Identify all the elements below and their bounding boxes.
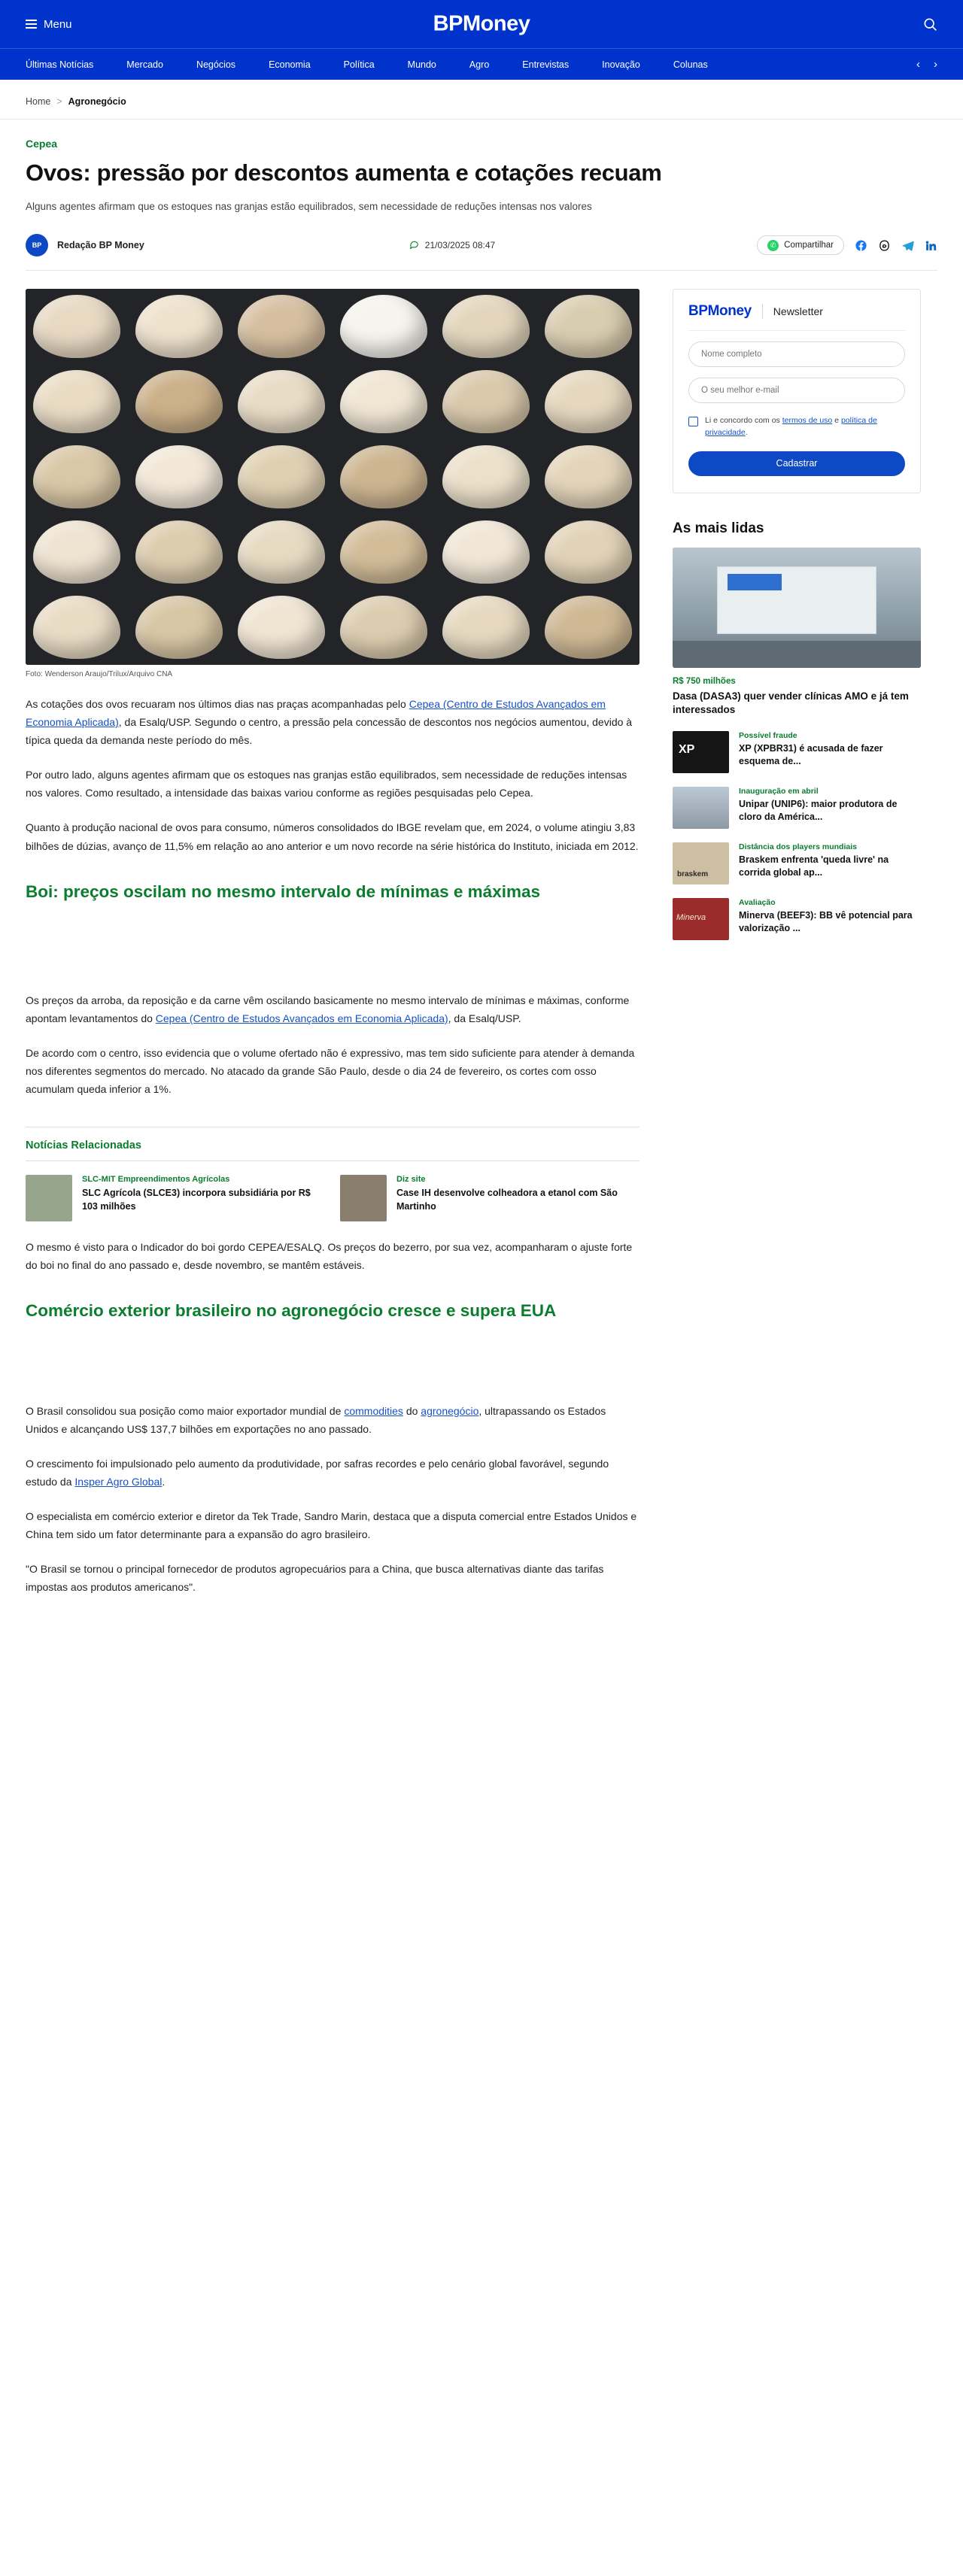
- nav-item-ultimas-noticias[interactable]: Últimas Notícias: [26, 59, 94, 70]
- ad-slot-1: [26, 903, 639, 975]
- cepea-link-1[interactable]: Cepea (Centro de Estudos Avançados em Economia Aplicada): [26, 698, 606, 729]
- p7-text-mid: do: [403, 1404, 421, 1417]
- avatar: BP: [26, 234, 48, 256]
- most-read-lead-item[interactable]: [673, 548, 921, 718]
- nav-item-economia[interactable]: Economia: [269, 59, 311, 70]
- linkedin-icon[interactable]: [925, 239, 937, 252]
- most-read-kicker: Distância dos players mundiais: [739, 842, 857, 851]
- article-date: 21/03/2025 08:47: [424, 240, 496, 251]
- list-item[interactable]: [673, 731, 921, 773]
- paragraph-1: [26, 695, 639, 749]
- list-item[interactable]: [673, 898, 921, 940]
- p7-text-b: , ultrapassando os Estados Unidos e alcançando US$ 137,7 bilhões em exportações no ano passado.: [26, 1404, 606, 1435]
- article-hero-image: [26, 289, 639, 665]
- main-nav: [0, 48, 963, 80]
- p1-text-b: , da Esalq/USP. Segundo o centro, a pressão pela concessão de descontos nos negócios aumentou, devido à típica queda da demanda neste período do mês.: [26, 716, 633, 747]
- dasa-building-photo: [673, 548, 921, 668]
- page-title: Ovos: pressão por descontos aumenta e cotações recuam: [26, 159, 662, 186]
- newsletter-submit-button[interactable]: Cadastrar: [688, 451, 905, 476]
- content-grid: [26, 289, 937, 1596]
- divider: [762, 304, 763, 319]
- terms-end: .: [745, 427, 748, 437]
- logo-money: Money: [462, 11, 530, 36]
- newsletter-terms: [688, 415, 905, 439]
- nav-item-inovacao[interactable]: Inovação: [602, 59, 640, 70]
- nav-items: [26, 59, 725, 70]
- share-zone: [757, 235, 937, 255]
- p4-text-b: , da Esalq/USP.: [448, 1012, 521, 1024]
- main-column: [26, 289, 639, 1596]
- site-logo[interactable]: [433, 12, 530, 37]
- nav-arrows: [916, 58, 937, 71]
- paragraph-6: O mesmo é visto para o Indicador do boi gordo CEPEA/ESALQ. Os preços do bezerro, por sua vez, acompanharam o ajuste forte do boi no final do ano passado e, desde novembro, se mantêm estáveis.: [26, 1241, 633, 1272]
- sidebar: [673, 289, 921, 940]
- paragraph-5: De acordo com o centro, isso evidencia que o volume ofertado não é expressivo, mas tem sido suficiente para atender à demanda nos diferentes segmentos do mercado. No atacado da grande São Paulo, desde o dia 24 de fevereiro, os cortes com osso acumulam queda inferior a 1%.: [26, 1047, 635, 1096]
- terms-prefix: Li e concordo com os: [705, 416, 782, 426]
- cepea-link-2[interactable]: Cepea (Centro de Estudos Avançados em Economia Aplicada): [155, 1012, 448, 1024]
- breadcrumb-current: Agronegócio: [68, 96, 126, 107]
- most-read-kicker: Inauguração em abril: [739, 786, 819, 796]
- insper-agro-link[interactable]: Insper Agro Global: [74, 1475, 163, 1488]
- most-read-thumbnail: braskem: [673, 842, 729, 884]
- list-item[interactable]: [340, 1175, 626, 1221]
- p4-text-a: Os preços da arroba, da reposição e da carne vêm oscilando basicamente no mesmo intervalo de mínimas e máximas, conforme apontam levantamentos do: [26, 994, 630, 1024]
- menu-label: Menu: [44, 17, 72, 31]
- nav-item-entrevistas[interactable]: Entrevistas: [522, 59, 570, 70]
- hamburger-icon: [26, 20, 37, 29]
- most-read-headline[interactable]: Unipar (UNIP6): maior produtora de cloro da América...: [739, 798, 898, 822]
- most-read-thumbnail: [673, 787, 729, 829]
- subheading-boi: Boi: preços oscilam no mesmo intervalo de mínimas e máximas: [26, 881, 540, 901]
- newsletter-logo: [688, 303, 752, 320]
- newsletter-logo-money: Money: [707, 303, 752, 320]
- search-icon[interactable]: [922, 17, 937, 32]
- nav-item-politica[interactable]: Política: [343, 59, 375, 70]
- newsletter-logo-bp: BP: [688, 303, 708, 320]
- related-thumbnail: [340, 1175, 387, 1221]
- most-read-headline[interactable]: Minerva (BEEF3): BB vê potencial para valorização ...: [739, 909, 913, 933]
- nav-item-negocios[interactable]: Negócios: [196, 59, 236, 70]
- breadcrumb-separator: >: [56, 96, 62, 107]
- facebook-icon[interactable]: [855, 239, 867, 252]
- most-read-headline[interactable]: XP (XPBR31) é acusada de fazer esquema de...: [739, 742, 883, 766]
- paragraph-7: [26, 1402, 639, 1438]
- paragraph-2: Por outro lado, alguns agentes afirmam que os estoques nas granjas estão equilibrados, sem necessidade de reduções intensas nos valores. Como resultado, a intensidade das baixas variou conforme as regiões pesquisadas pelo Cepea.: [26, 769, 627, 800]
- most-read-kicker: Possível fraude: [739, 730, 797, 740]
- newsletter-name-input[interactable]: [688, 341, 905, 367]
- most-read-headline[interactable]: Braskem enfrenta 'queda livre' na corrida global ap...: [739, 854, 889, 878]
- threads-icon[interactable]: [878, 239, 891, 252]
- image-credit: Foto: Wenderson Araujo/Trilux/Arquivo CNA: [26, 670, 173, 679]
- related-thumbnail: [26, 1175, 72, 1221]
- terms-of-use-link[interactable]: termos de uso: [782, 416, 833, 426]
- p8-text-b: .: [162, 1475, 166, 1488]
- newsletter-header: [688, 303, 905, 331]
- p8-text-a: O crescimento foi impulsionado pelo aumento da produtividade, por safras recordes e pelo cenário global favorável, segundo estudo da: [26, 1457, 609, 1488]
- list-item[interactable]: [673, 787, 921, 829]
- most-read-lead-kicker: R$ 750 milhões: [673, 676, 736, 686]
- paragraph-3: Quanto à produção nacional de ovos para consumo, números consolidados do IBGE revelam que, em 2024, o volume atingiu 3,83 bilhões de dúzias, avanço de 11,5% em relação ao ano anterior e um novo recorde na série histórica do Instituto, iniciada em 2012.: [26, 821, 639, 852]
- chevron-right-icon[interactable]: ›: [934, 58, 937, 71]
- share-button[interactable]: [757, 235, 844, 255]
- most-read-title: As mais lidas: [673, 520, 764, 536]
- newsletter-box: [673, 289, 921, 493]
- article-quote: "O Brasil se tornou o principal fornecedor de produtos agropecuários para a China, que busca alternativas diante das tarifas impostas aos produtos americanos".: [26, 1563, 604, 1594]
- breadcrumb: [0, 80, 963, 120]
- terms-checkbox[interactable]: [688, 417, 698, 426]
- related-news-title: Notícias Relacionadas: [26, 1127, 639, 1161]
- related-headline[interactable]: SLC Agrícola (SLCE3) incorpora subsidiária por R$ 103 milhões: [82, 1188, 311, 1212]
- whatsapp-icon: ✆: [767, 240, 779, 251]
- telegram-icon[interactable]: [901, 239, 914, 252]
- most-read-kicker: Avaliação: [739, 897, 776, 907]
- related-kicker: SLC-MIT Empreendimentos Agrícolas: [82, 1175, 230, 1185]
- most-read-lead-headline[interactable]: Dasa (DASA3) quer vender clínicas AMO e já tem interessados: [673, 690, 909, 716]
- article-kicker[interactable]: Cepea: [26, 138, 58, 150]
- related-news-row: [26, 1175, 639, 1221]
- nav-item-agro[interactable]: Agro: [469, 59, 490, 70]
- breadcrumb-home[interactable]: Home: [26, 96, 51, 107]
- most-read-thumbnail: XP: [673, 731, 729, 773]
- newsletter-label: Newsletter: [773, 305, 823, 318]
- byline: [26, 234, 937, 271]
- p1-text-a: As cotações dos ovos recuaram nos últimos dias nas praças acompanhadas pelo: [26, 698, 409, 711]
- comments-icon: [409, 239, 419, 251]
- chevron-left-icon[interactable]: ‹: [916, 58, 920, 71]
- newsletter-email-input[interactable]: [688, 378, 905, 403]
- terms-and: e: [832, 416, 841, 426]
- menu-button[interactable]: [26, 18, 72, 31]
- article-body: [26, 695, 639, 1596]
- ad-slot-2: [26, 1322, 639, 1385]
- paragraph-4: [26, 991, 639, 1027]
- nav-item-mercado[interactable]: Mercado: [126, 59, 163, 70]
- privacy-policy-link[interactable]: política de privacidade: [705, 416, 877, 437]
- article-date-block: [409, 239, 495, 251]
- list-item[interactable]: [673, 842, 921, 884]
- nav-item-colunas[interactable]: Colunas: [673, 59, 708, 70]
- top-bar: [0, 0, 963, 48]
- subheading-comercio: Comércio exterior brasileiro no agronegócio cresce e supera EUA: [26, 1301, 557, 1321]
- share-label: Compartilhar: [784, 241, 834, 250]
- logo-bp: BP: [433, 11, 463, 36]
- related-headline[interactable]: Case IH desenvolve colheadora a etanol com São Martinho: [396, 1188, 618, 1212]
- p7-text-a: O Brasil consolidou sua posição como maior exportador mundial de: [26, 1404, 345, 1417]
- article-subhead: Alguns agentes afirmam que os estoques nas granjas estão equilibrados, sem necessidade de reduções intensas nos valores: [26, 200, 592, 212]
- list-item[interactable]: [26, 1175, 311, 1221]
- agronegocio-link[interactable]: agronegócio: [421, 1404, 479, 1417]
- related-news: [26, 1127, 639, 1221]
- paragraph-9: O especialista em comércio exterior e diretor da Tek Trade, Sandro Marin, destaca que a disputa comercial entre Estados Unidos e China tem sido um fator determinante para a expansão do agro brasileiro.: [26, 1509, 637, 1541]
- nav-item-mundo[interactable]: Mundo: [407, 59, 436, 70]
- egg-tray-photo: [26, 289, 639, 665]
- paragraph-8: [26, 1455, 639, 1491]
- related-kicker: Diz site: [396, 1175, 426, 1185]
- article-author: Redação BP Money: [57, 240, 144, 251]
- most-read-thumbnail: Minerva: [673, 898, 729, 940]
- commodities-link[interactable]: commodities: [344, 1404, 403, 1417]
